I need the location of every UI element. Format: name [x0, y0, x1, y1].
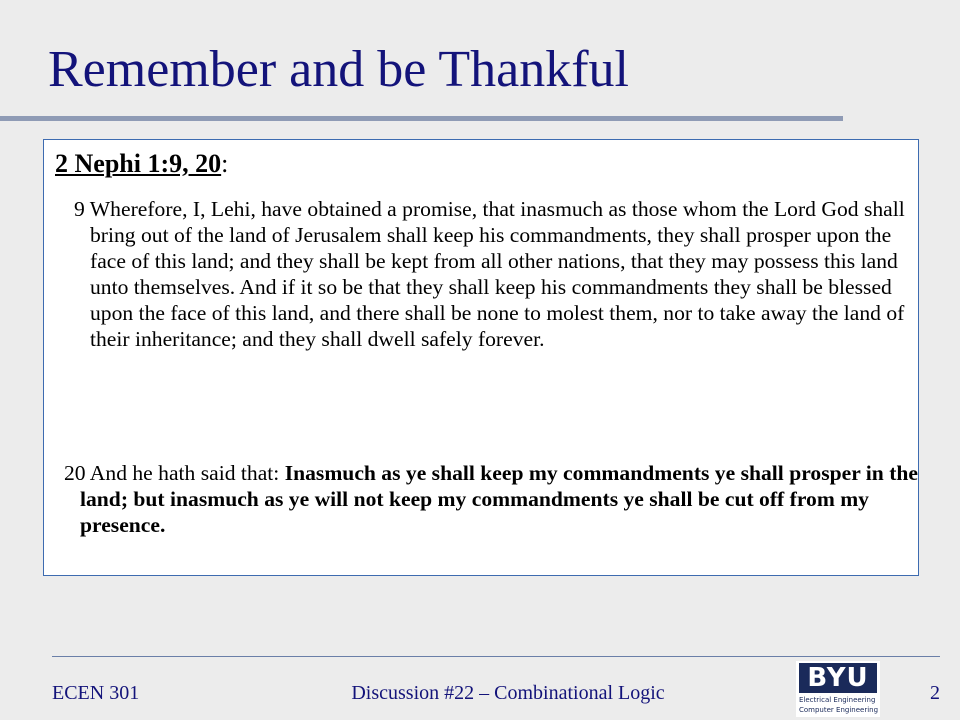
footer-course: ECEN 301	[52, 682, 140, 704]
footer-subtitle: Discussion #22 – Combinational Logic	[351, 682, 665, 704]
scripture-reference	[55, 149, 228, 179]
verse-20-intro: 20 And he hath said that:	[64, 461, 285, 485]
scripture-content-box	[43, 139, 919, 576]
byu-logo-department-line-1: Electrical Engineering	[799, 696, 876, 704]
page-number: 2	[930, 682, 940, 704]
verse-9: 9 Wherefore, I, Lehi, have obtained a promise, that inasmuch as those whom the Lord God shall bring out of the land of Jerusalem shall keep his commandments, they shall prosper upon the face of this land; and they shall be kept from all other nations, that they may possess this land unto themselves. And if it so be that they shall keep his commandments they shall be blessed upon the face of this land, and there shall be none to molest them, nor to take away the land of their inheritance; and they shall dwell safely forever.	[74, 197, 905, 351]
byu-logo	[796, 661, 880, 717]
slide-title: Remember and be Thankful	[48, 41, 629, 98]
byu-logo-department-line-2: Computer Engineering	[799, 706, 879, 714]
verse-20-emphasis: Inasmuch as ye shall keep my commandments ye shall prosper in the land; but inasmuch as ye will not keep my commandments ye shall be cut off from my presence.	[80, 461, 918, 537]
scripture-reference-colon: :	[221, 149, 229, 178]
scripture-reference-link: 2 Nephi 1:9, 20	[55, 149, 222, 178]
footer-divider	[52, 656, 940, 657]
byu-logo-wordmark: BYU	[799, 663, 877, 693]
verse-20	[48, 460, 932, 538]
title-underline-divider	[0, 116, 843, 121]
